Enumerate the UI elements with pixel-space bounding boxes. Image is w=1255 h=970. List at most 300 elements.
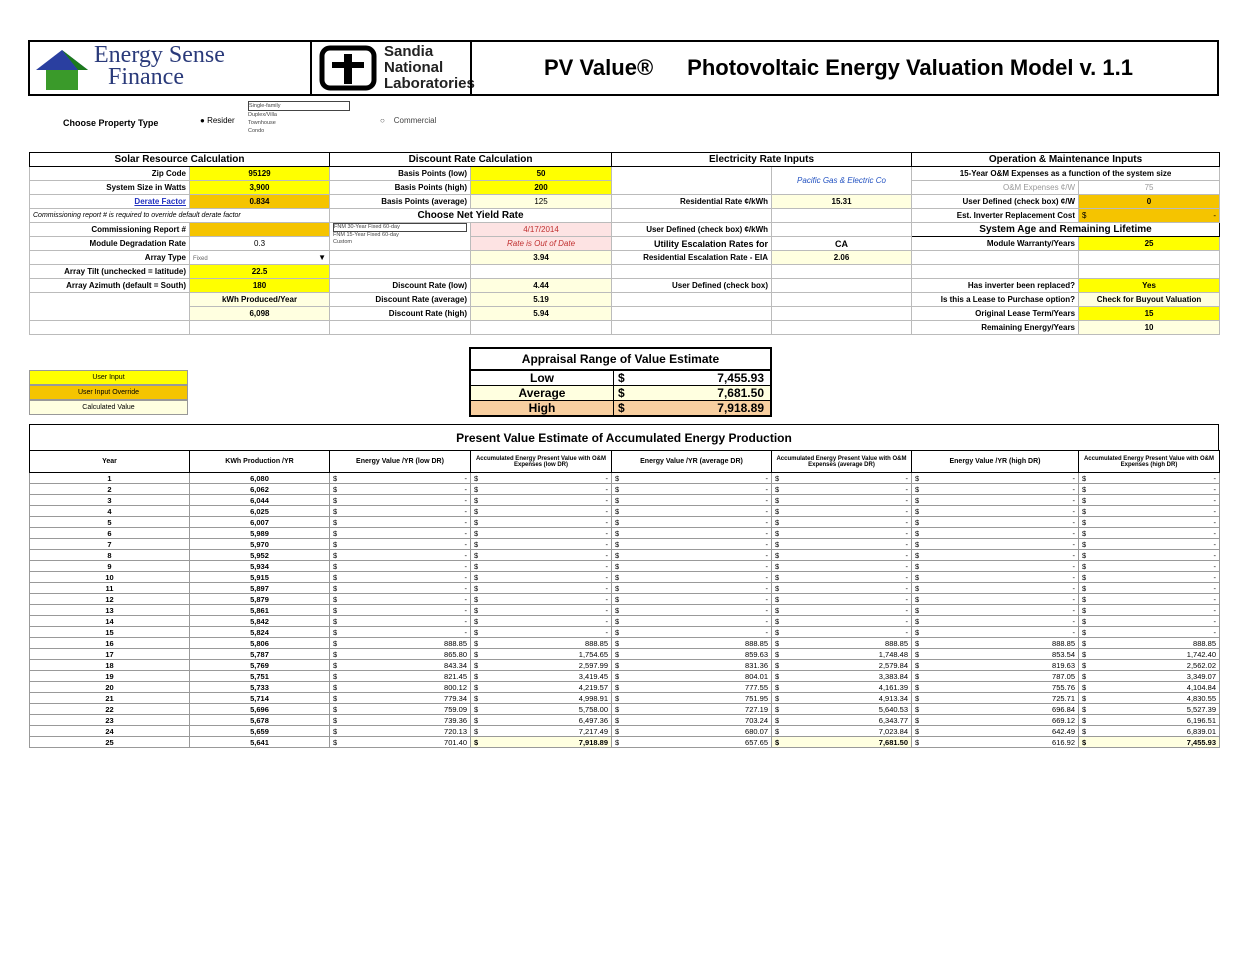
dropdown-item[interactable]: Single-family [248,101,350,111]
value-cell: $ - [612,484,772,495]
kwh-cell: 5,641 [190,737,330,748]
table-row [30,715,1220,726]
buyout-checkbox[interactable]: Check for Buyout Valuation [1079,293,1220,307]
currency-symbol: $ [1082,473,1087,483]
currency-symbol: $ [474,649,479,659]
value-cell: $ 6,196.51 [1079,715,1220,726]
value-cell: $ 4,161.39 [772,682,912,693]
value-cell: $ - [330,583,471,594]
year-cell: 8 [30,550,190,561]
value-cell: $ - [471,583,612,594]
currency-symbol: $ [474,539,479,549]
value-cell: $ - [330,572,471,583]
currency-symbol: $ [333,594,338,604]
currency-symbol: $ [615,561,620,571]
currency-symbol: $ [333,737,338,747]
value-cell: $ - [330,616,471,627]
value-cell: $ - [772,594,912,605]
currency-symbol: $ [333,726,338,736]
value-cell: $ - [912,561,1079,572]
currency-symbol: $ [775,583,780,593]
currency-symbol: $ [915,561,920,571]
currency-symbol: $ [333,671,338,681]
currency-symbol: $ [915,495,920,505]
value-cell: $ - [1079,550,1220,561]
value-cell: $ - [912,528,1079,539]
value-cell: $ 4,998.91 [471,693,612,704]
currency-symbol: $ [775,660,780,670]
replaced-input[interactable]: Yes [1079,279,1220,293]
year-cell: 23 [30,715,190,726]
currency-symbol: $ [1082,506,1087,516]
dropdown-item[interactable]: Duplex/Villa [248,112,277,118]
dr-low-value: 4.44 [471,279,612,293]
value-cell: $ - [912,627,1079,638]
currency-symbol: $ [775,638,780,648]
currency-symbol: $ [915,583,920,593]
bp-avg-label: Basis Points (average) [330,195,471,209]
value-cell: $ 888.85 [612,638,772,649]
kwh-cell: 5,879 [190,594,330,605]
currency-symbol: $ [775,550,780,560]
inverter-value: - [1213,211,1217,220]
array-type-value: Fixed [193,256,208,262]
value-cell: $ - [772,539,912,550]
currency-symbol: $ [615,682,620,692]
currency-symbol: $ [915,737,920,747]
currency-symbol: $ [915,473,920,483]
out-of-date: Rate is Out of Date [471,237,612,251]
table-row [30,583,1220,594]
value-cell: $ - [912,495,1079,506]
currency-symbol: $ [333,506,338,516]
res-esc-label: Residential Escalation Rate - EIA [612,251,772,265]
year-cell: 20 [30,682,190,693]
value-cell: $ 5,640.53 [772,704,912,715]
derate-input[interactable]: 0.834 [190,195,330,209]
year-cell: 4 [30,506,190,517]
deg-label: Module Degradation Rate [30,237,190,251]
title-bar [470,42,1219,94]
logo1-line2: Finance [108,64,184,90]
value-cell: $ - [612,473,772,484]
size-input[interactable]: 3,900 [190,181,330,195]
replaced-label: Has inverter been replaced? [912,279,1079,293]
user-def-label: User Defined (check box) ¢/kWh [612,223,772,237]
value-cell: $ 6,497.36 [471,715,612,726]
house-solar-icon [32,44,92,94]
currency-symbol: $ [615,649,620,659]
dropdown-item[interactable]: Condo [248,128,265,134]
currency-symbol: $ [615,550,620,560]
value-cell: $ - [612,528,772,539]
logo2-line3: Laboratories [384,75,475,92]
tilt-label: Array Tilt (unchecked = latitude) [30,265,190,279]
currency-symbol: $ [775,506,780,516]
kwh-cell: 6,025 [190,506,330,517]
pv-title: Present Value Estimate of Accumulated Energy Production [29,424,1219,450]
table-row [30,737,1220,748]
value-cell: $ 7,217.49 [471,726,612,737]
currency-symbol: $ [915,616,920,626]
currency-symbol: $ [915,528,920,538]
currency-symbol: $ [333,528,338,538]
currency-symbol: $ [1082,539,1087,549]
currency-symbol: $ [333,561,338,571]
table-row [30,572,1220,583]
currency-symbol: $ [333,572,338,582]
thunderbird-icon [318,44,378,92]
kwh-cell: 5,934 [190,561,330,572]
value-cell: $ 7,681.50 [772,737,912,748]
table-row [30,550,1220,561]
currency-symbol: $ [915,715,920,725]
bp-low-input[interactable]: 50 [471,167,612,181]
value-cell: $ - [612,594,772,605]
currency-symbol: $ [474,517,479,527]
currency-symbol: $ [333,473,338,483]
value-cell: $ - [330,495,471,506]
res-esc-value: 2.06 [772,251,912,265]
value-cell: $ - [330,550,471,561]
currency-symbol: $ [474,583,479,593]
value-cell: $ 6,839.01 [1079,726,1220,737]
appraisal-box [469,347,772,417]
currency-symbol: $ [775,682,780,692]
currency-symbol: $ [1082,627,1087,637]
remain-value: 10 [1079,321,1220,335]
currency-symbol: $ [915,550,920,560]
currency-symbol: $ [915,517,920,527]
radio-residential-label: Resider [207,116,235,125]
inverter-label: Est. Inverter Replacement Cost [912,209,1079,223]
kwh-cell: 5,733 [190,682,330,693]
rate-date: 4/17/2014 [471,223,612,237]
currency-symbol: $ [915,671,920,681]
kwh-cell: 5,989 [190,528,330,539]
currency-symbol: $ [1082,616,1087,626]
year-cell: 1 [30,473,190,484]
currency-symbol: $ [474,682,479,692]
om-exp-value: 75 [1079,181,1220,195]
col-header: Energy Value /YR (average DR) [612,451,772,473]
currency-symbol: $ [775,572,780,582]
value-cell: $ 703.24 [612,715,772,726]
value-cell: $ 4,913.34 [772,693,912,704]
value-cell: $ - [772,528,912,539]
om-title: Operation & Maintenance Inputs [912,153,1220,167]
table-row [30,506,1220,517]
value-cell: $ 2,579.84 [772,660,912,671]
value-cell: $ - [330,528,471,539]
value-cell: $ - [772,484,912,495]
value-cell: $ - [471,616,612,627]
value-cell: $ - [471,506,612,517]
bp-high-input[interactable]: 200 [471,181,612,195]
radio-residential[interactable]: ● Resider [200,116,235,125]
currency-symbol: $ [615,660,620,670]
currency-symbol: $ [615,495,620,505]
value-cell: $ - [471,484,612,495]
currency-symbol: $ [333,539,338,549]
currency-symbol: $ [915,660,920,670]
yield-option[interactable]: Custom [333,239,352,245]
table-row [30,682,1220,693]
discount-title: Discount Rate Calculation [330,153,612,167]
col-header: Energy Value /YR (low DR) [330,451,471,473]
value-cell: $ - [330,539,471,550]
appraisal-low-cur: $ [618,371,625,385]
year-cell: 3 [30,495,190,506]
col-header: Energy Value /YR (high DR) [912,451,1079,473]
currency-symbol: $ [775,484,780,494]
value-cell: $ - [772,627,912,638]
property-dropdown[interactable] [248,101,350,135]
value-cell: $ - [772,583,912,594]
value-cell: $ 7,455.93 [1079,737,1220,748]
esc-label: Utility Escalation Rates for [612,237,772,251]
value-cell: $ - [330,561,471,572]
currency-symbol: $ [1082,693,1087,703]
appraisal-high-value: 7,918.89 [717,401,764,415]
appraisal-high-label: High [471,401,614,415]
currency-symbol: $ [1082,550,1087,560]
value-cell: $ - [912,550,1079,561]
currency-symbol: $ [615,605,620,615]
value-cell: $ 831.36 [612,660,772,671]
value-cell: $ 3,383.84 [772,671,912,682]
kwh-cell: 5,678 [190,715,330,726]
table-row [30,495,1220,506]
table-row [30,561,1220,572]
value-cell: $ - [772,561,912,572]
logo2-line2: National [384,59,444,76]
om-user-input[interactable]: 0 [1079,195,1220,209]
kwh-cell: 5,751 [190,671,330,682]
currency-symbol: $ [1082,726,1087,736]
currency-symbol: $ [474,484,479,494]
currency-symbol: $ [775,605,780,615]
year-cell: 5 [30,517,190,528]
value-cell: $ - [471,572,612,583]
azimuth-input[interactable]: 180 [190,279,330,293]
value-cell: $ 1,754.65 [471,649,612,660]
dropdown-arrow-icon[interactable]: ▼ [318,253,327,262]
value-cell: $ - [612,506,772,517]
currency-symbol: $ [474,715,479,725]
value-cell: $ 720.13 [330,726,471,737]
value-cell: $ - [912,594,1079,605]
currency-symbol: $ [333,550,338,560]
currency-symbol: $ [333,484,338,494]
value-cell: $ - [1079,583,1220,594]
kwh-cell: 5,861 [190,605,330,616]
currency-symbol: $ [615,528,620,538]
value-cell: $ - [1079,528,1220,539]
currency-symbol: $ [333,715,338,725]
value-cell: $ 2,562.02 [1079,660,1220,671]
currency-symbol: $ [1082,671,1087,681]
currency-symbol: $ [775,594,780,604]
currency-symbol: $ [915,594,920,604]
value-cell: $ 888.85 [1079,638,1220,649]
currency-symbol: $ [775,539,780,549]
kwh-cell: 5,696 [190,704,330,715]
kwh-cell: 5,897 [190,583,330,594]
value-cell: $ 1,748.48 [772,649,912,660]
legend-calc: Calculated Value [29,400,188,415]
currency-symbol: $ [915,605,920,615]
year-cell: 12 [30,594,190,605]
value-cell: $ - [912,539,1079,550]
radio-commercial[interactable]: ○ Commercial [380,116,437,125]
yield-dropdown[interactable] [330,223,471,251]
warranty-input[interactable]: 25 [1079,237,1220,251]
kwh-cell: 5,824 [190,627,330,638]
year-cell: 21 [30,693,190,704]
inverter-input[interactable] [1079,209,1220,223]
currency-symbol: $ [1082,517,1087,527]
inverter-currency: $ [1082,211,1087,220]
yield-option[interactable]: FNM 15-Year Fixed 60-day [333,232,399,238]
value-cell: $ - [912,506,1079,517]
yield-option[interactable]: FNM 30-Year Fixed 60-day [333,223,467,232]
user-def2-label: User Defined (check box) [612,279,772,293]
value-cell: $ 787.05 [912,671,1079,682]
value-cell: $ 821.45 [330,671,471,682]
currency-symbol: $ [775,616,780,626]
appraisal-low-value: 7,455.93 [717,371,764,385]
currency-symbol: $ [474,506,479,516]
value-cell: $ - [912,572,1079,583]
kwh-cell: 5,970 [190,539,330,550]
table-row [30,539,1220,550]
value-cell: $ - [330,517,471,528]
value-cell: $ 657.65 [612,737,772,748]
appraisal-avg-value: 7,681.50 [717,386,764,400]
lease-label: Is this a Lease to Purchase option? [912,293,1079,307]
table-row [30,693,1220,704]
size-label: System Size in Watts [30,181,190,195]
currency-symbol: $ [775,737,780,747]
currency-symbol: $ [333,517,338,527]
currency-symbol: $ [474,660,479,670]
bp-low-label: Basis Points (low) [330,167,471,181]
currency-symbol: $ [1082,594,1087,604]
currency-symbol: $ [915,484,920,494]
page-title: PV Value® [544,55,654,80]
comm-input[interactable] [190,223,330,237]
year-cell: 13 [30,605,190,616]
currency-symbol: $ [1082,660,1087,670]
value-cell: $ 819.63 [912,660,1079,671]
value-cell: $ 759.09 [330,704,471,715]
currency-symbol: $ [1082,561,1087,571]
table-row [30,726,1220,737]
value-cell: $ 859.63 [612,649,772,660]
legend [29,370,188,415]
currency-symbol: $ [615,715,620,725]
res-rate-label: Residential Rate ¢/kWh [612,195,772,209]
currency-symbol: $ [915,682,920,692]
kwh-cell: 5,787 [190,649,330,660]
appraisal-avg-cur: $ [618,386,625,400]
appraisal-low-label: Low [471,371,614,385]
year-cell: 6 [30,528,190,539]
currency-symbol: $ [915,693,920,703]
currency-symbol: $ [333,627,338,637]
yield-label: Choose Net Yield Rate [330,209,612,223]
kwh-cell: 5,714 [190,693,330,704]
legend-user-input: User Input [29,370,188,385]
value-cell: $ - [612,572,772,583]
currency-symbol: $ [615,693,620,703]
value-cell: $ 800.12 [330,682,471,693]
value-cell: $ 4,219.57 [471,682,612,693]
year-cell: 25 [30,737,190,748]
array-type-select[interactable] [190,251,330,265]
property-type-label: Choose Property Type [63,118,159,128]
value-cell: $ - [1079,473,1220,484]
table-row [30,528,1220,539]
kwh-label: kWh Produced/Year [190,293,330,307]
kwh-cell: 6,080 [190,473,330,484]
value-cell: $ - [1079,561,1220,572]
sandia-logo [310,42,475,94]
value-cell: $ - [1079,484,1220,495]
value-cell: $ 4,104.84 [1079,682,1220,693]
currency-symbol: $ [1082,682,1087,692]
value-cell: $ - [471,528,612,539]
tilt-input[interactable]: 22.5 [190,265,330,279]
value-cell: $ - [772,495,912,506]
dropdown-item[interactable]: Townhouse [248,120,276,126]
dr-low-label: Discount Rate (low) [330,279,471,293]
net-yield-rate: 3.94 [471,251,612,265]
value-cell: $ 777.55 [612,682,772,693]
derate-note: Commissioning report # is required to override default derate factor [30,209,330,223]
value-cell: $ - [471,550,612,561]
value-cell: $ - [1079,539,1220,550]
year-cell: 14 [30,616,190,627]
appraisal-average [471,386,770,401]
currency-symbol: $ [775,693,780,703]
value-cell: $ - [330,484,471,495]
kwh-cell: 6,062 [190,484,330,495]
currency-symbol: $ [474,616,479,626]
derate-link[interactable]: Derate Factor [30,195,190,209]
value-cell: $ - [1079,605,1220,616]
table-row [30,649,1220,660]
value-cell: $ - [612,550,772,561]
kwh-cell: 6,044 [190,495,330,506]
currency-symbol: $ [474,594,479,604]
value-cell: $ - [912,616,1079,627]
currency-symbol: $ [1082,583,1087,593]
currency-symbol: $ [333,616,338,626]
currency-symbol: $ [915,638,920,648]
value-cell: $ 2,597.99 [471,660,612,671]
currency-symbol: $ [474,704,479,714]
table-row [30,484,1220,495]
term-input[interactable]: 15 [1079,307,1220,321]
currency-symbol: $ [333,605,338,615]
value-cell: $ 888.85 [330,638,471,649]
zip-input[interactable]: 95129 [190,167,330,181]
value-cell: $ - [330,506,471,517]
currency-symbol: $ [474,495,479,505]
currency-symbol: $ [1082,605,1087,615]
